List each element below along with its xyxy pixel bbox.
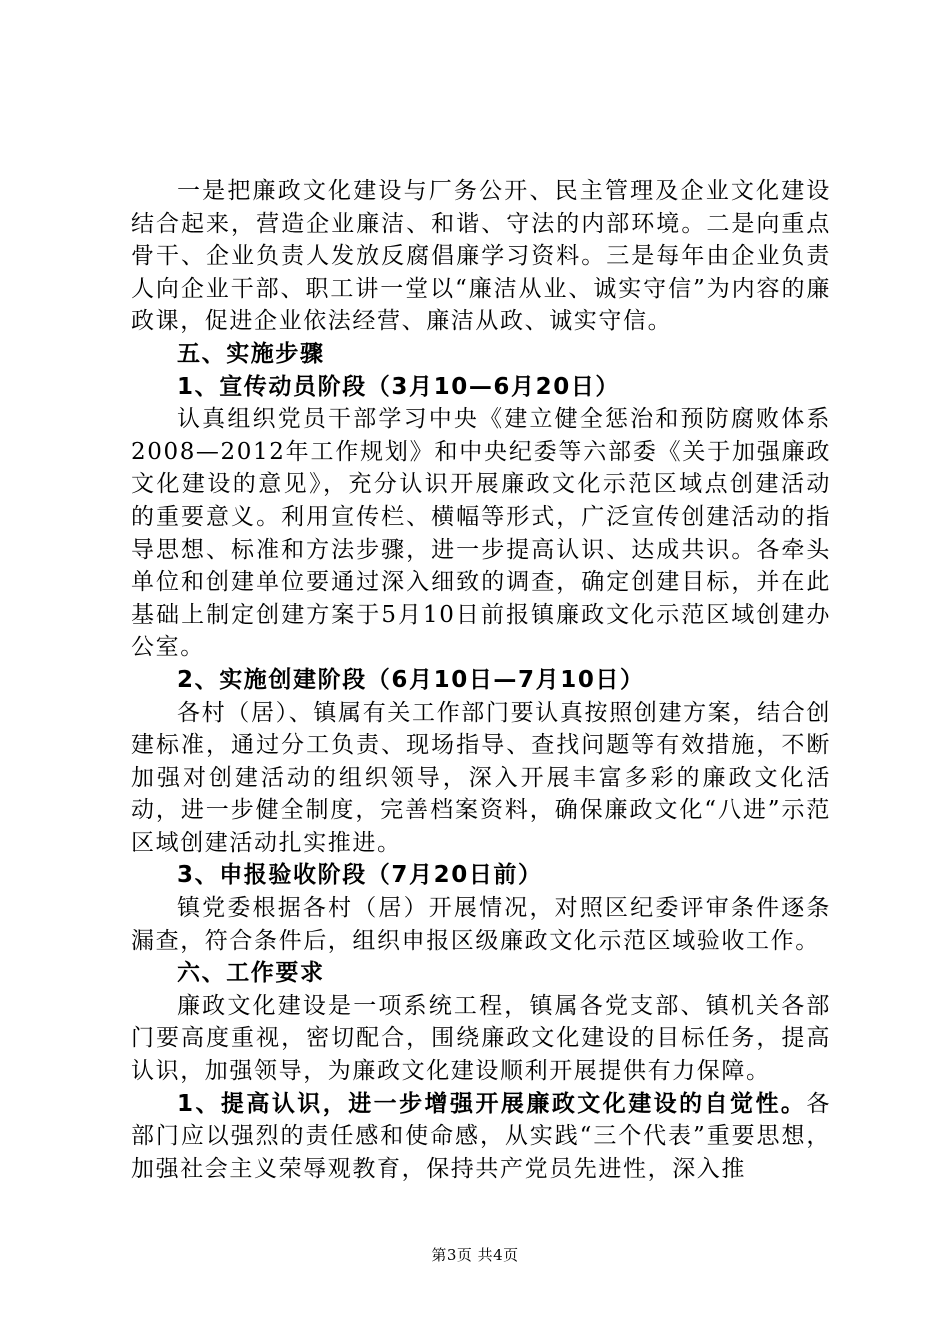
step-heading: 1、宣传动员阶段（3月10—6月20日） xyxy=(177,373,621,400)
paragraph-with-lead xyxy=(131,1088,831,1186)
paragraph: 各村（居）、镇属有关工作部门要认真按照创建方案，结合创建标准，通过分工负责、现场指导、查找问题等有效措施，不断加强对创建活动的组织领导，深入开展丰富多彩的廉政文化活动，进一步健全制度，完善档案资料，确保廉政文化“八进”示范区域创建活动扎实推进。 xyxy=(131,699,831,856)
paragraph-text: 各部门应以强烈的责任感和使命感，从实践“三个代表”重要思想，加强社会主义荣辱观教育，保持共产党员先进性，深入推 xyxy=(131,1090,831,1182)
paragraph: 认真组织党员干部学习中央《建立健全惩治和预防腐败体系2008—2012年工作规划》和中央纪委等六部委《关于加强廉政文化建设的意见》，充分认识开展廉政文化示范区域点创建活动的重要意义。利用宣传栏、横幅等形式，广泛宣传创建活动的指导思想、标准和方法步骤，进一步提高认识、达成共识。各牵头单位和创建单位要通过深入细致的调查，确定创建目标，并在此基础上制定创建方案于5月10日前报镇廉政文化示范区域创建办公室。 xyxy=(131,406,831,661)
page-footer: 第3页 共4页 xyxy=(431,1246,519,1264)
paragraph: 一是把廉政文化建设与厂务公开、民主管理及企业文化建设结合起来，营造企业廉洁、和谐、守法的内部环境。二是向重点骨干、企业负责人发放反腐倡廉学习资料。三是每年由企业负责人向企业干部、职工讲一堂以“廉洁从业、诚实守信”为内容的廉政课，促进企业依法经营、廉洁从政、诚实守信。 xyxy=(131,178,831,335)
section-heading: 五、实施步骤 xyxy=(177,340,325,367)
step-heading: 2、实施创建阶段（6月10日—7月10日） xyxy=(177,666,645,693)
step-heading: 3、申报验收阶段（7月20日前） xyxy=(177,862,543,889)
paragraph-lead: 1、提高认识，进一步增强开展廉政文化建设的自觉性。 xyxy=(177,1090,807,1117)
section-heading: 六、工作要求 xyxy=(177,960,325,987)
paragraph: 镇党委根据各村（居）开展情况，对照区纪委评审条件逐条漏查，符合条件后，组织申报区级廉政文化示范区域验收工作。 xyxy=(131,895,831,954)
paragraph: 廉政文化建设是一项系统工程，镇属各党支部、镇机关各部门要高度重视，密切配合，围绕廉政文化建设的目标任务，提高认识，加强领导，为廉政文化建设顺利开展提供有力保障。 xyxy=(131,992,831,1085)
document-body xyxy=(131,175,831,1185)
